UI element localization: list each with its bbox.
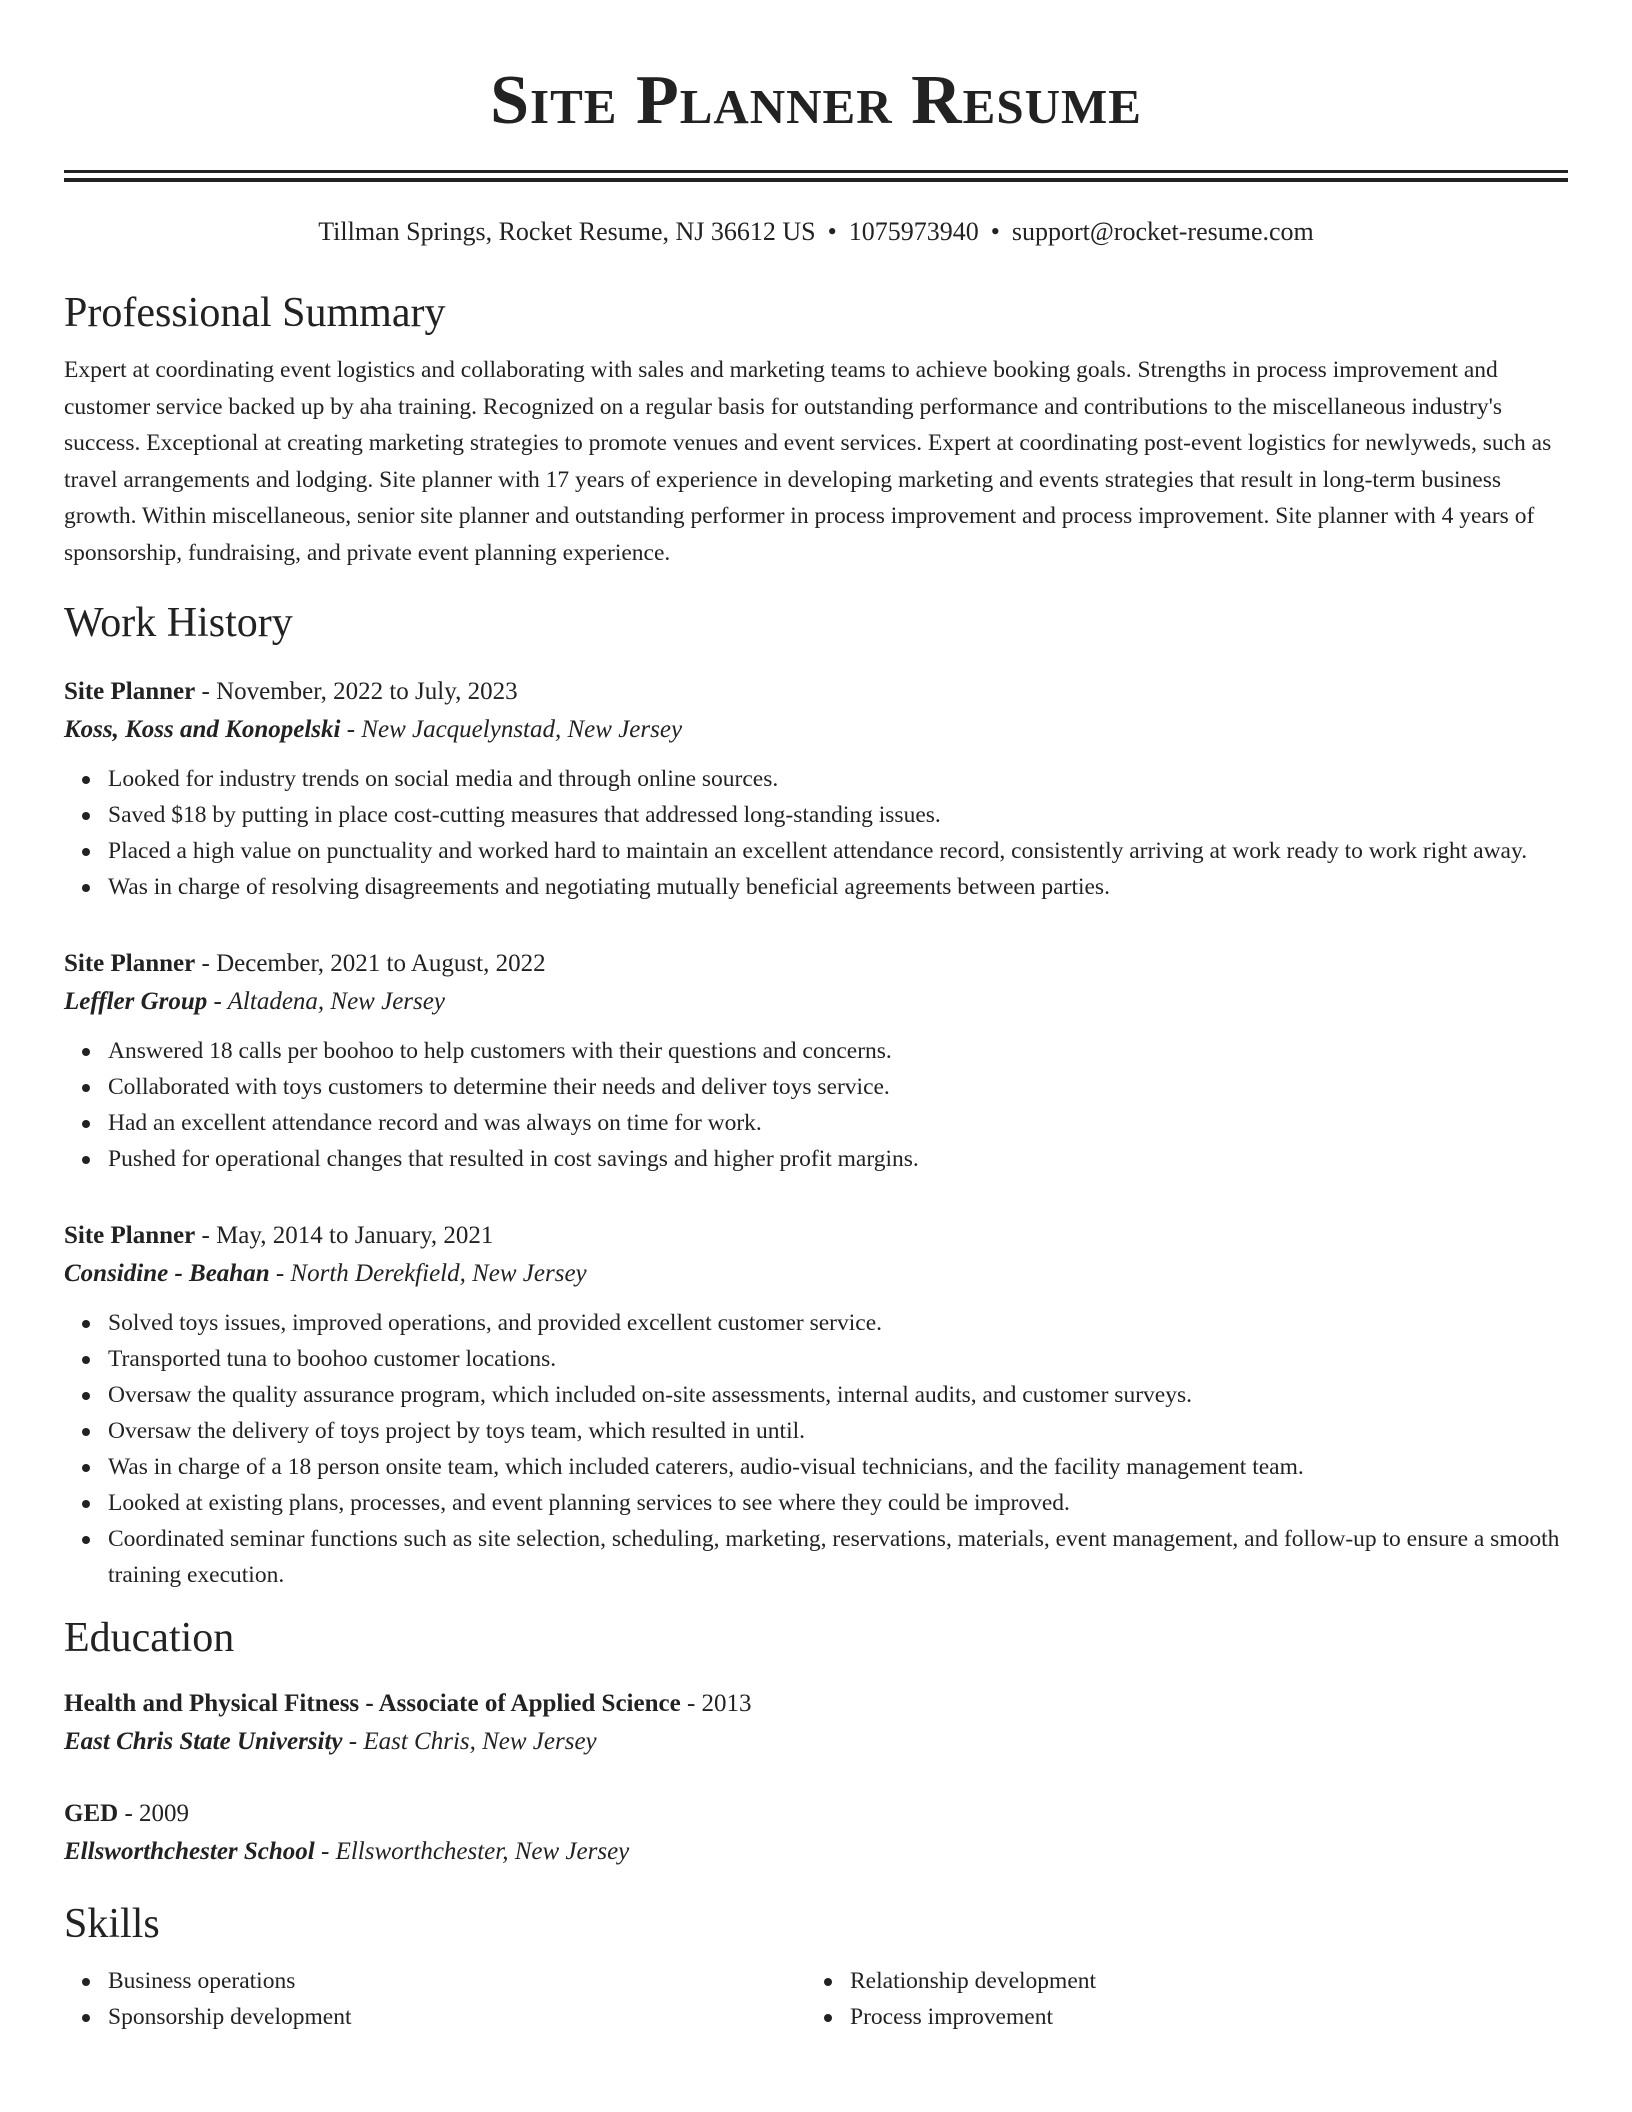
resume-page bbox=[64, 0, 1568, 2035]
summary-heading: Professional Summary bbox=[64, 290, 446, 336]
employer-name: Koss, Koss and Konopelski bbox=[64, 716, 341, 743]
job-title: Site Planner bbox=[64, 678, 196, 705]
school-line bbox=[64, 1833, 1568, 1871]
work-history-heading: Work History bbox=[64, 600, 293, 646]
skills-grid bbox=[64, 1963, 1568, 2035]
employer-location: - North Derekfield, New Jersey bbox=[269, 1260, 587, 1287]
header-divider-bottom bbox=[64, 178, 1568, 182]
skills-section bbox=[64, 1899, 1568, 2035]
header-divider-top bbox=[64, 170, 1568, 173]
list-item: Pushed for operational changes that resulted in cost savings and higher profit margins. bbox=[108, 1141, 1568, 1177]
job-bullets bbox=[64, 761, 1568, 905]
work-history-section bbox=[64, 598, 1568, 1593]
skills-list bbox=[806, 1963, 1548, 2035]
degree-line bbox=[64, 1795, 1568, 1833]
education-section bbox=[64, 1613, 1568, 1871]
job-title: Site Planner bbox=[64, 1222, 196, 1249]
school-line bbox=[64, 1723, 1568, 1761]
list-item: Was in charge of resolving disagreements and negotiating mutually beneficial agreements between parties. bbox=[108, 869, 1568, 905]
employer-line bbox=[64, 1255, 1568, 1293]
job-entry bbox=[64, 1217, 1568, 1593]
job-dates: - November, 2022 to July, 2023 bbox=[195, 678, 518, 705]
list-item: Placed a high value on punctuality and worked hard to maintain an excellent attendance record, consistently arriving at work ready to work right away. bbox=[108, 833, 1568, 869]
summary-section bbox=[64, 288, 1568, 571]
contact-address: Tillman Springs, Rocket Resume, NJ 36612 US bbox=[318, 217, 816, 246]
job-entry bbox=[64, 945, 1568, 1177]
list-item: Collaborated with toys customers to determine their needs and deliver toys service. bbox=[108, 1069, 1568, 1105]
degree-line bbox=[64, 1685, 1568, 1723]
list-item: Solved toys issues, improved operations, and provided excellent customer service. bbox=[108, 1305, 1568, 1341]
employer-name: Considine - Beahan bbox=[64, 1260, 270, 1287]
contact-separator: • bbox=[990, 217, 1000, 246]
skill-item: Sponsorship development bbox=[108, 1999, 806, 2035]
employer-location: - New Jacquelynstad, New Jersey bbox=[340, 716, 683, 743]
degree-year: - 2013 bbox=[680, 1690, 752, 1717]
job-title: Site Planner bbox=[64, 950, 196, 977]
job-bullets bbox=[64, 1305, 1568, 1593]
list-item: Looked for industry trends on social media and through online sources. bbox=[108, 761, 1568, 797]
school-location: - East Chris, New Jersey bbox=[342, 1728, 597, 1755]
job-dates: - December, 2021 to August, 2022 bbox=[195, 950, 546, 977]
degree-name: Health and Physical Fitness - Associate of Applied Science bbox=[64, 1690, 681, 1717]
page-title: Site Planner Resume bbox=[490, 62, 1142, 139]
list-item: Looked at existing plans, processes, and event planning services to see where they could be improved. bbox=[108, 1485, 1568, 1521]
list-item: Answered 18 calls per boohoo to help customers with their questions and concerns. bbox=[108, 1033, 1568, 1069]
employer-name: Leffler Group bbox=[64, 988, 208, 1015]
skills-column-right bbox=[806, 1963, 1548, 2035]
list-item: Coordinated seminar functions such as site selection, scheduling, marketing, reservations, materials, event management, and follow-up to ensure a smooth training execution. bbox=[108, 1521, 1568, 1593]
skills-list bbox=[64, 1963, 806, 2035]
skills-heading: Skills bbox=[64, 1901, 160, 1947]
employer-line bbox=[64, 711, 1568, 749]
skill-item: Relationship development bbox=[850, 1963, 1548, 1999]
job-bullets bbox=[64, 1033, 1568, 1177]
school-location: - Ellsworthchester, New Jersey bbox=[314, 1838, 630, 1865]
job-title-line bbox=[64, 945, 1568, 983]
education-entry bbox=[64, 1795, 1568, 1871]
degree-name: GED bbox=[64, 1800, 119, 1827]
employer-line bbox=[64, 983, 1568, 1021]
job-dates: - May, 2014 to January, 2021 bbox=[195, 1222, 494, 1249]
degree-year: - 2009 bbox=[118, 1800, 190, 1827]
list-item: Saved $18 by putting in place cost-cutting measures that addressed long-standing issues. bbox=[108, 797, 1568, 833]
school-name: Ellsworthchester School bbox=[64, 1838, 315, 1865]
skill-item: Business operations bbox=[108, 1963, 806, 1999]
education-heading: Education bbox=[64, 1615, 235, 1661]
education-entry bbox=[64, 1685, 1568, 1761]
skill-item: Process improvement bbox=[850, 1999, 1548, 2035]
job-title-line bbox=[64, 1217, 1568, 1255]
list-item: Transported tuna to boohoo customer locations. bbox=[108, 1341, 1568, 1377]
contact-line bbox=[64, 216, 1568, 248]
list-item: Had an excellent attendance record and was always on time for work. bbox=[108, 1105, 1568, 1141]
list-item: Was in charge of a 18 person onsite team, which included caterers, audio-visual technicians, and the facility management team. bbox=[108, 1449, 1568, 1485]
job-entry bbox=[64, 673, 1568, 905]
employer-location: - Altadena, New Jersey bbox=[207, 988, 445, 1015]
list-item: Oversaw the quality assurance program, which included on-site assessments, internal audits, and customer surveys. bbox=[108, 1377, 1568, 1413]
contact-phone: 1075973940 bbox=[848, 217, 979, 246]
contact-email: support@rocket-resume.com bbox=[1011, 217, 1314, 246]
job-title-line bbox=[64, 673, 1568, 711]
school-name: East Chris State University bbox=[64, 1728, 343, 1755]
list-item: Oversaw the delivery of toys project by toys team, which resulted in until. bbox=[108, 1413, 1568, 1449]
summary-text: Expert at coordinating event logistics and collaborating with sales and marketing teams to achieve booking goals. Strengths in process improvement and customer service backed up by aha training. Recognized on a regular basis for outstanding performance and contributions to the miscellaneous industry's success. Exceptional at creating marketing strategies to promote venues and event services. Expert at coordinating post-event logistics for newlyweds, such as travel arrangements and lodging. Site planner with 17 years of experience in developing marketing and events strategies that result in long-term business growth. Within miscellaneous, senior site planner and outstanding performer in process improvement and process improvement. Site planner with 4 years of sponsorship, fundraising, and private event planning experience. bbox=[64, 357, 1552, 566]
contact-separator: • bbox=[827, 217, 837, 246]
skills-column-left bbox=[64, 1963, 806, 2035]
